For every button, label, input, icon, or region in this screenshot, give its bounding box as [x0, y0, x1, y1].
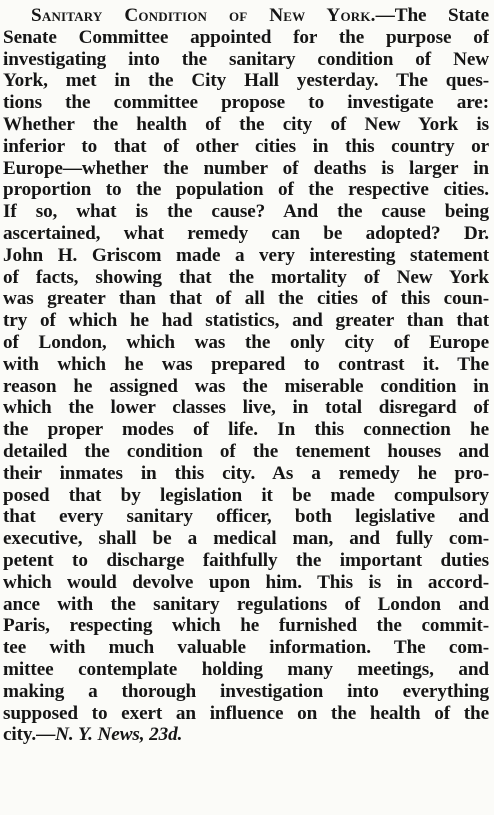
article-line: the proper modes of life. In this connection he: [3, 419, 489, 441]
article-last-line-text: city.—: [3, 724, 56, 746]
article-source: N. Y. News, 23d.: [55, 724, 183, 746]
article-line: of facts, showing that the mortality of New York: [3, 266, 489, 288]
article-line: try of which he had statistics, and greater than that: [3, 310, 489, 332]
article-line: York, met in the City Hall yesterday. The ques-: [3, 70, 489, 92]
article-line: Whether the health of the city of New York is: [3, 113, 489, 135]
article-line: posed that by legislation it be made compulsory: [3, 484, 489, 506]
article-line: supposed to exert an influence on the health of the: [3, 702, 489, 724]
article-line: reason he assigned was the miserable condition in: [3, 375, 489, 397]
article-line: of London, which was the only city of Europe: [3, 331, 489, 353]
article-line: with which he was prepared to contrast it. The: [3, 353, 489, 375]
article-line: ance with the sanitary regulations of London and: [3, 593, 489, 615]
article-line: petent to discharge faithfully the important duties: [3, 549, 489, 571]
article-line: executive, shall be a medical man, and fully com-: [3, 528, 489, 550]
article-line: which would devolve upon him. This is in accord-: [3, 571, 489, 593]
article-line: investigating into the sanitary condition of New: [3, 48, 489, 70]
article-first-line: [3, 5, 489, 27]
article-line: that every sanitary officer, both legislative and: [3, 506, 489, 528]
article-line: If so, what is the cause? And the cause being: [3, 201, 489, 223]
article-line: mittee contemplate holding many meetings, and: [3, 658, 489, 680]
article-line: making a thorough investigation into everything: [3, 680, 489, 702]
article-line: Europe—whether the number of deaths is larger in: [3, 157, 489, 179]
article-first-line-rest: —The State: [375, 5, 489, 26]
article-line: John H. Griscom made a very interesting statement: [3, 244, 489, 266]
article-line: tions the committee propose to investigate are:: [3, 92, 489, 114]
article-line: detailed the condition of the tenement houses and: [3, 440, 489, 462]
article-last-line: [3, 724, 489, 746]
article-line: Senate Committee appointed for the purpose of: [3, 26, 489, 48]
article-line: Paris, respecting which he furnished the commit-: [3, 615, 489, 637]
article-headline: Sanitary Condition of New York.: [31, 5, 376, 26]
article-line: which the lower classes live, in total disregard of: [3, 397, 489, 419]
article-line: proportion to the population of the respective cities.: [3, 179, 489, 201]
article-line: was greater than that of all the cities of this coun-: [3, 288, 489, 310]
article-line: their inmates in this city. As a remedy he pro-: [3, 462, 489, 484]
article-line: ascertained, what remedy can be adopted? Dr.: [3, 222, 489, 244]
article-line: tee with much valuable information. The com-: [3, 637, 489, 659]
article: [3, 5, 489, 746]
article-line: inferior to that of other cities in this country or: [3, 135, 489, 157]
